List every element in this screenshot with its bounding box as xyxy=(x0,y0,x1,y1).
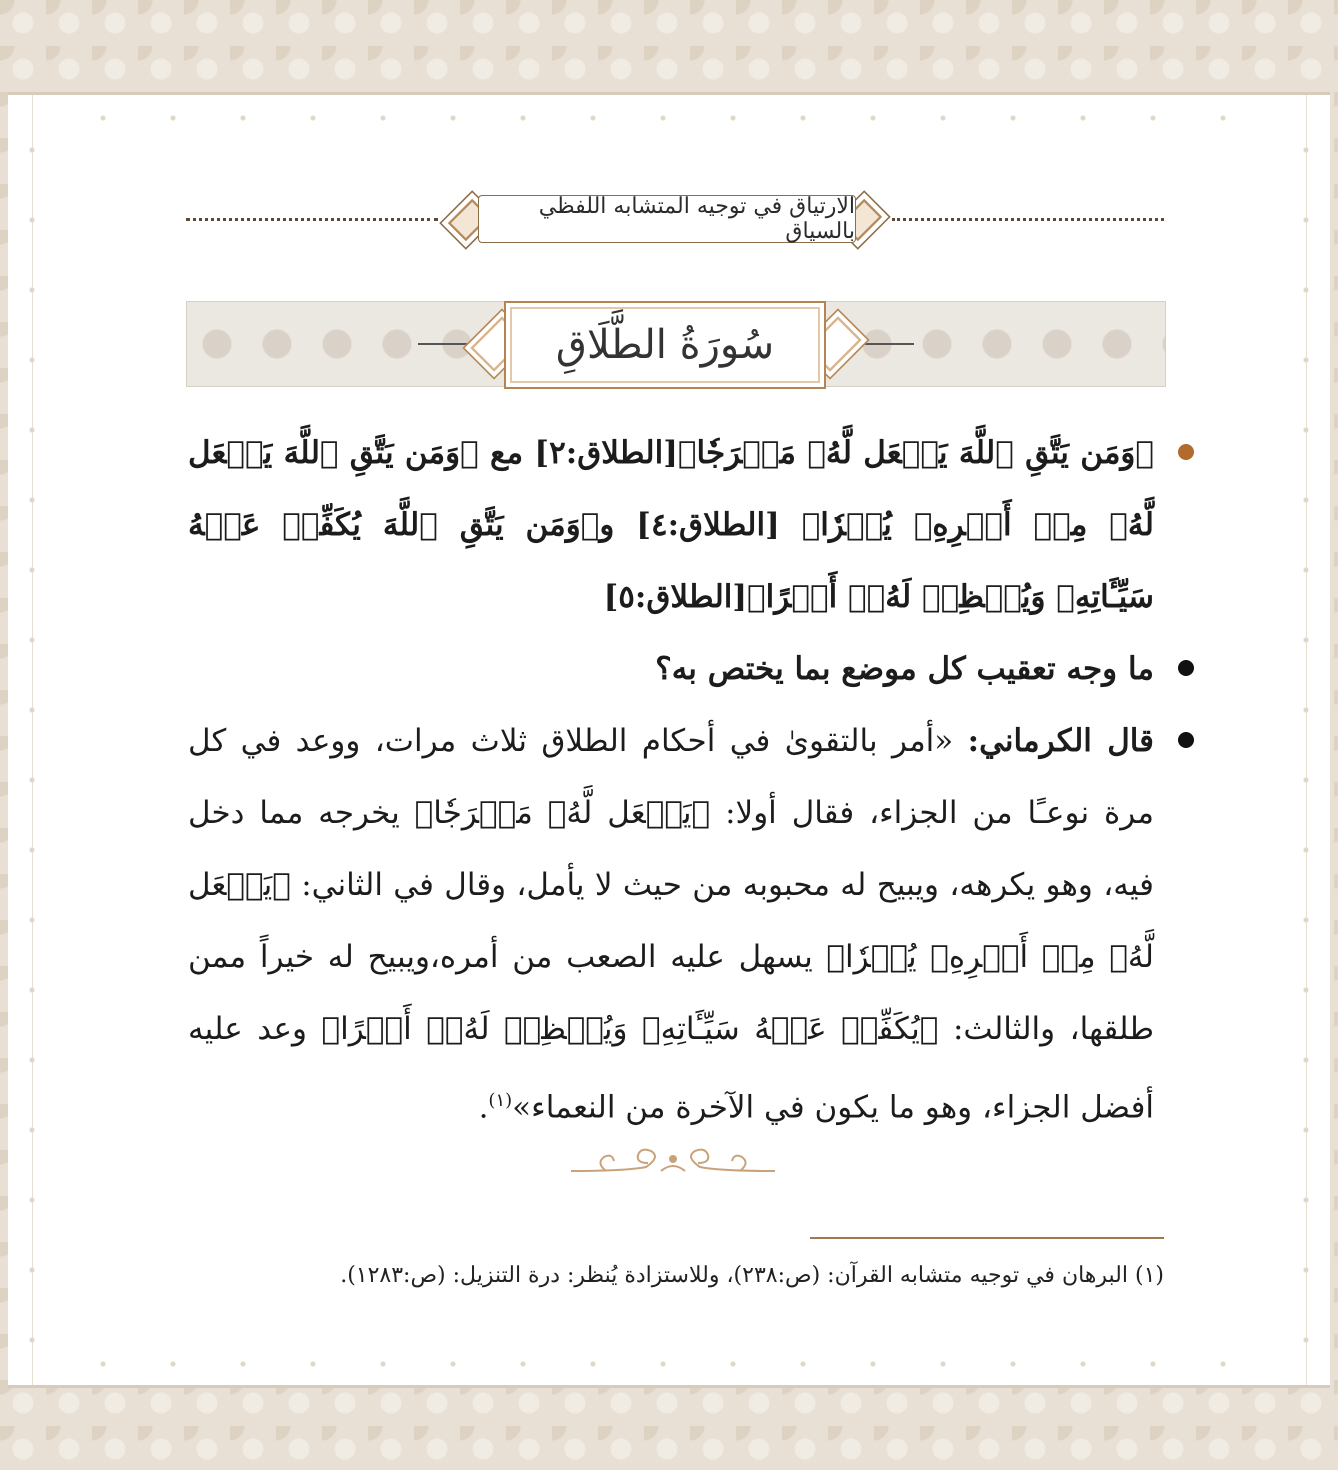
main-content xyxy=(188,417,1154,1143)
surah-title-frame xyxy=(504,301,826,389)
bullet-icon xyxy=(1178,660,1194,676)
divider-swirl-icon xyxy=(566,1139,780,1189)
footnote-rule xyxy=(810,1237,1164,1239)
bottom-border-ornament xyxy=(68,1347,1270,1381)
footnote xyxy=(188,1263,1164,1288)
right-border-ornament xyxy=(1282,95,1330,1385)
surah-banner-line-right xyxy=(858,343,914,345)
page-sheet xyxy=(8,92,1330,1388)
quote-text: «أمر بالتقوىٰ في أحكام الطلاق ثلاث مرات، ووعد في كل مرة نوعـًا من الجزاء، فقال أولا: ﴿يَجۡعَل لَّهُۥ مَخۡرَجٗا﴾ يخرجه مما دخل فيه، وهو يكرهه، ويبيح له محبوبه من حيث لا يأمل، وقال في الثاني: ﴿يَجۡعَل لَّهُۥ مِنۡ أَمۡرِهِۦ يُسۡرٗا﴾ يسهل عليه الصعب من أمره،ويبيح له خيراً ممن طلقها، والثالث: ﴿يُكَفِّرۡ عَنۡهُ سَيِّـَٔاتِهِۦ وَيُعۡظِمۡ لَهُۥٓ أَجۡرًا﴾ وعد عليه أفضل الجزاء، وهو ما يكون في الآخرة من النعماء» xyxy=(188,723,1154,1126)
left-border-ornament xyxy=(8,95,56,1385)
footnote-text: (١) البرهان في توجيه متشابه القرآن: (ص:٢٣٨)، وللاستزادة يُنظر: درة التنزيل: (ص:١٢٨٣). xyxy=(340,1263,1164,1288)
footnote-reference: (١) xyxy=(488,1090,513,1111)
quote-author: قال الكرماني: xyxy=(967,723,1154,759)
quote-paragraph xyxy=(188,705,1154,1143)
top-border-ornament xyxy=(68,101,1270,135)
running-header-title: الارتياق في توجيه المتشابه اللفظي بالسياق xyxy=(538,194,855,244)
surah-title: سُورَةُ الطَّلَاقِ xyxy=(555,322,775,368)
verses-comparison: ﴿وَمَن يَتَّقِ ٱللَّهَ يَجۡعَل لَّهُۥ مَخۡرَجٗا﴾[الطلاق:٢] مع ﴿وَمَن يَتَّقِ ٱللَّهَ يَجۡعَل لَّهُۥ مِنۡ أَمۡرِهِۦ يُسۡرٗا﴾ [الطلاق:٤] و﴿وَمَن يَتَّقِ ٱللَّهَ يُكَفِّرۡ عَنۡهُ سَيِّـَٔاتِهِۦ وَيُعۡظِمۡ لَهُۥٓ أَجۡرًا﴾[الطلاق:٥] xyxy=(188,435,1155,615)
quote-end-mark: . xyxy=(478,1089,489,1126)
list-item xyxy=(188,417,1196,633)
question-text: ما وجه تعقيب كل موضع بما يختص به؟ xyxy=(655,651,1154,687)
bullet-icon xyxy=(1178,732,1194,748)
running-header xyxy=(478,195,856,243)
header-dotted-line-left xyxy=(186,218,438,221)
header-dotted-line-right xyxy=(892,218,1164,221)
bullet-icon xyxy=(1178,444,1194,460)
list-item xyxy=(188,705,1196,1143)
list-item xyxy=(188,633,1196,705)
